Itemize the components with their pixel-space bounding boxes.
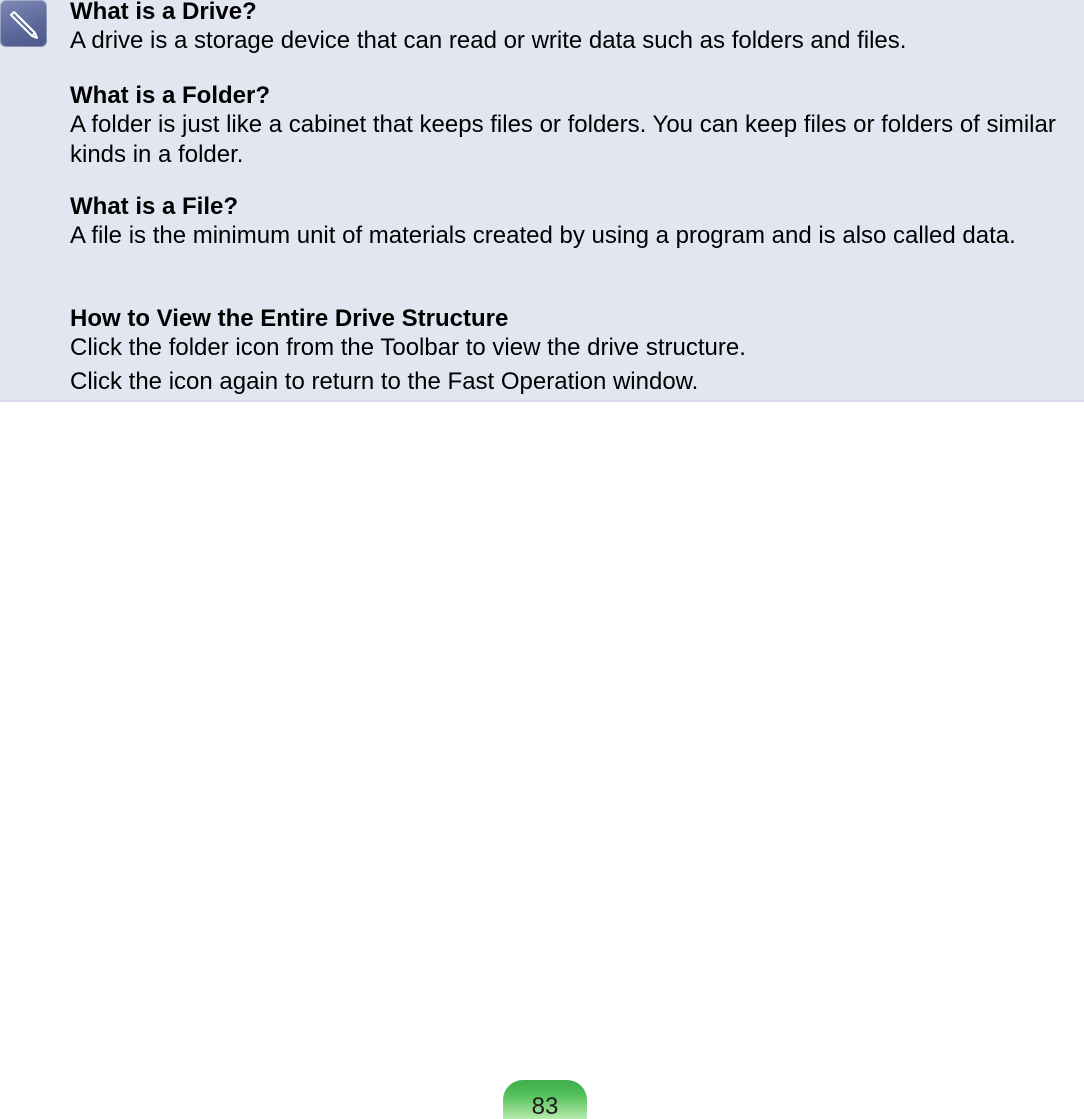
note-box [0, 0, 1084, 402]
note-entry-view-structure [70, 304, 1084, 397]
heading-view-structure: How to View the Entire Drive Structure [70, 305, 509, 332]
text-drive: A drive is a storage device that can read or write data such as folders and files. [70, 27, 907, 54]
pencil-icon [0, 0, 47, 47]
text-view-structure: Click the folder icon from the Toolbar to view the drive structure. [70, 334, 746, 361]
heading-folder: What is a Folder? [70, 82, 271, 109]
heading-file: What is a File? [70, 193, 239, 220]
note-entry-folder [70, 81, 1084, 170]
text-view-structure-return: Click the icon again to return to the Fast Operation window. [70, 368, 699, 395]
text-file: A file is the minimum unit of materials created by using a program and is also called data. [70, 222, 1016, 249]
note-entry-drive [70, 0, 1084, 56]
note-entry-file [70, 192, 1084, 251]
page-number: 83 [503, 1080, 587, 1119]
text-folder: A folder is just like a cabinet that keeps files or folders. You can keep files or folders of similar kinds in a folder. [70, 111, 1056, 168]
heading-drive: What is a Drive? [70, 0, 257, 25]
